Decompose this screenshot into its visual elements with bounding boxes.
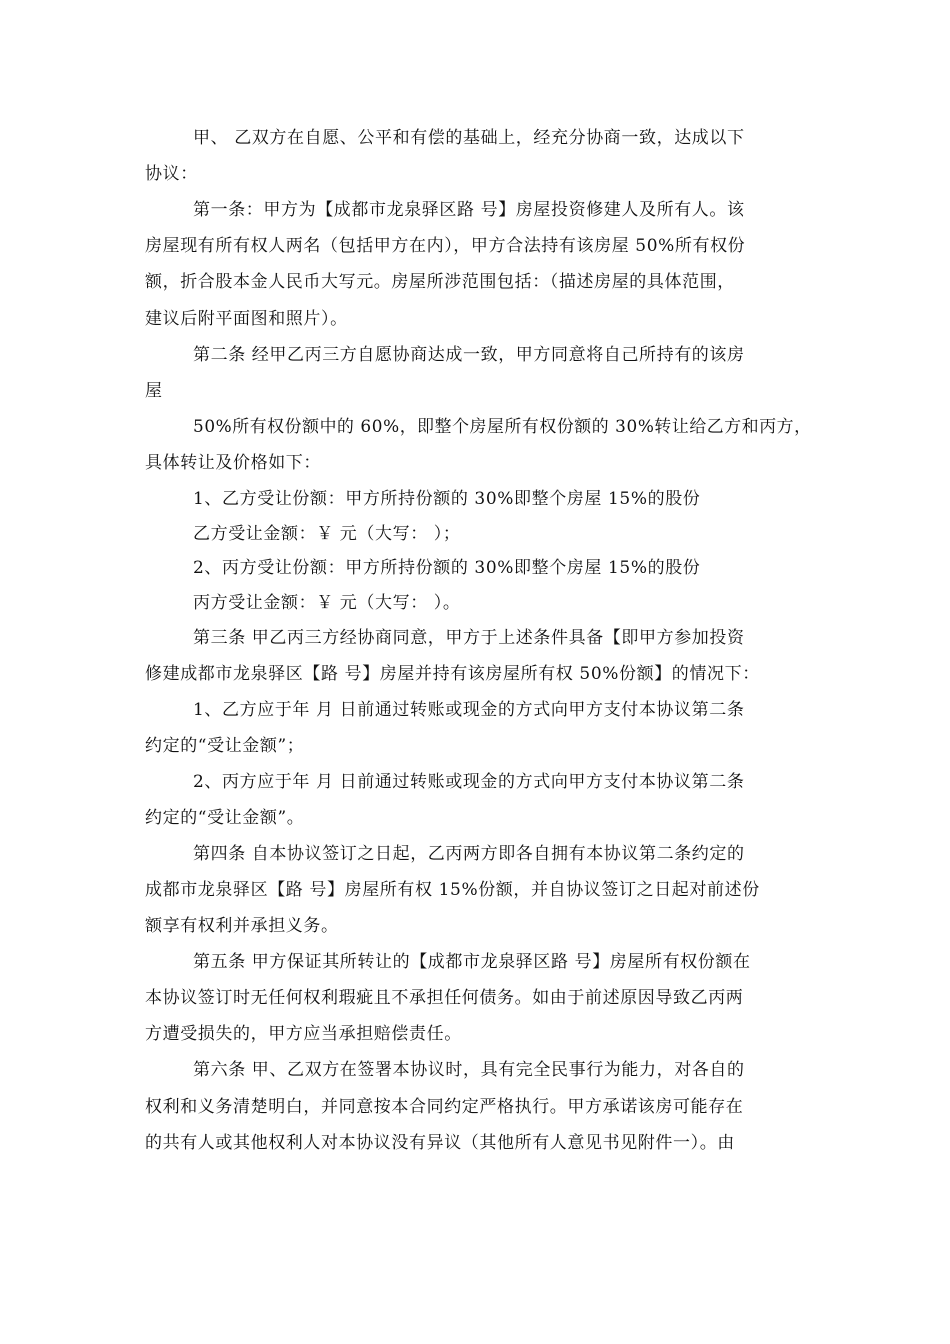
text-line: 的共有人或其他权利人对本协议没有异议（其他所有人意见书见附件一）。由 <box>145 1133 735 1153</box>
text-line: 约定的“受让金额”。 <box>145 808 305 828</box>
text-line: 成都市龙泉驿区【路 号】房屋所有权 15%份额，并自协议签订之日起对前述份 <box>145 880 760 900</box>
text-line: 丙方受让金额：￥ 元（大写： ）。 <box>193 593 461 613</box>
text-line: 额，折合股本金人民币大写元。房屋所涉范围包括：（描述房屋的具体范围， <box>145 272 735 292</box>
text-line: 50%所有权份额中的 60%，即整个房屋所有权份额的 30%转让给乙方和丙方， <box>193 417 812 437</box>
text-line: 1、乙方受让份额：甲方所持份额的 30%即整个房屋 15%的股份 <box>193 489 701 509</box>
text-line: 2、丙方应于年 月 日前通过转账或现金的方式向甲方支付本协议第二条 <box>193 772 745 792</box>
text-line: 方遭受损失的，甲方应当承担赔偿责任。 <box>145 1024 462 1044</box>
text-line: 屋 <box>145 381 163 401</box>
text-line: 本协议签订时无任何权利瑕疵且不承担任何债务。如由于前述原因导致乙丙两 <box>145 988 744 1008</box>
text-line: 甲、 乙双方在自愿、公平和有偿的基础上，经充分协商一致，达成以下 <box>193 128 745 148</box>
text-line: 约定的“受让金额”； <box>145 736 305 756</box>
text-line: 第一条：甲方为【成都市龙泉驿区路 号】房屋投资修建人及所有人。该 <box>193 200 745 220</box>
text-line: 第五条 甲方保证其所转让的【成都市龙泉驿区路 号】房屋所有权份额在 <box>193 952 751 972</box>
text-line: 建议后附平面图和照片）。 <box>145 309 348 329</box>
text-line: 修建成都市龙泉驿区【路 号】房屋并持有该房屋所有权 50%份额】的情况下： <box>145 664 760 684</box>
text-line: 第四条 自本协议签订之日起，乙丙两方即各自拥有本协议第二条约定的 <box>193 844 745 864</box>
text-line: 1、乙方应于年 月 日前通过转账或现金的方式向甲方支付本协议第二条 <box>193 700 745 720</box>
text-line: 乙方受让金额：￥ 元（大写： ）； <box>193 524 461 544</box>
text-line: 第三条 甲乙丙三方经协商同意，甲方于上述条件具备【即甲方参加投资 <box>193 628 745 648</box>
text-line: 具体转让及价格如下： <box>145 453 321 473</box>
text-line: 第二条 经甲乙丙三方自愿协商达成一致，甲方同意将自己所持有的该房 <box>193 345 745 365</box>
text-line: 第六条 甲、乙双方在签署本协议时，具有完全民事行为能力，对各自的 <box>193 1060 745 1080</box>
text-line: 权利和义务清楚明白，并同意按本合同约定严格执行。甲方承诺该房可能存在 <box>145 1097 744 1117</box>
text-line: 额享有权利并承担义务。 <box>145 916 339 936</box>
text-line: 协议： <box>145 164 198 184</box>
text-line: 2、丙方受让份额：甲方所持份额的 30%即整个房屋 15%的股份 <box>193 558 701 578</box>
text-line: 房屋现有所有权人两名（包括甲方在内），甲方合法持有该房屋 50%所有权份 <box>145 236 746 256</box>
